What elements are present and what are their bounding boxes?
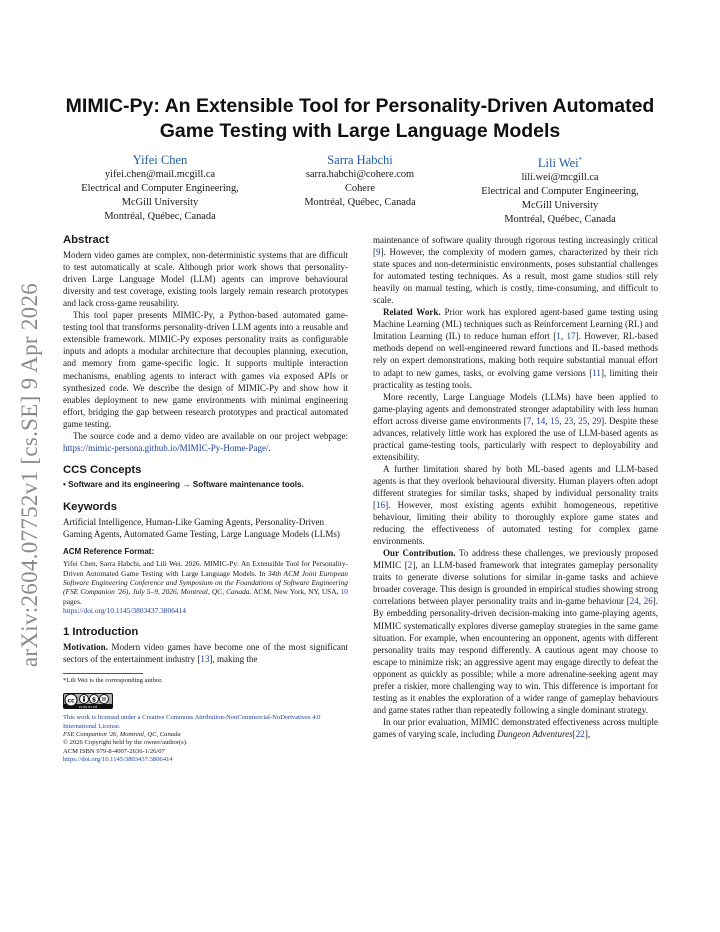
author-name[interactable]: Sarra Habchi xyxy=(327,153,393,167)
run-in-heading: Motivation. xyxy=(63,641,108,652)
body-paragraph xyxy=(373,463,658,547)
author-affiliation: Electrical and Computer Engineering, xyxy=(481,186,639,198)
related-work-paragraph xyxy=(373,306,658,390)
keywords-text: Artificial Intelligence, Human-Like Gaming Agents, Personality-Driven Gaming Agents, Automated Game Testing, Large Language Models (LLMs) xyxy=(63,516,340,540)
author-email: sarra.habchi@cohere.com xyxy=(305,169,415,180)
body-text: [ xyxy=(572,728,576,739)
footnote-rule xyxy=(63,673,143,674)
body-text: ], limiting their practicality as testing tools. xyxy=(373,367,658,390)
citation-link[interactable]: 16 xyxy=(376,500,386,511)
author-location: Montréal, Québec, Canada xyxy=(104,211,216,222)
acm-reference-venue: 34th ACM Joint European Software Engineering Conference and Symposium on the Foundations of Software Engineering (FSE Companion '26), July 5–9, 2026, Montreal, QC, Canada. xyxy=(63,568,348,597)
abstract-paragraph: This tool paper presents MIMIC-Py, a Python-based automated game-testing tool that transforms personality-driven LLM agents into a reusable and extensible framework. MIMIC-Py exposes personality traits as configurable inputs and adopts a modular architecture that decouples planning, execution, and memory from game-specific logic. It supports multiple interaction mechanisms, enabling agents to interact with games via exposed APIs or synthesized code. We describe the design of MIMIC-Py and show how it enables deployment to new game environments with minimal engineering effort, bridging the gap between research prototypes and practical automated game testing. xyxy=(63,310,348,429)
ccs-concepts: • Software and its engineering → Software maintenance tools. xyxy=(63,479,304,489)
citation-link[interactable]: 26 xyxy=(643,596,653,607)
body-text: ]. However, RL-based methods depend on well-engineered reward functions and IL-based methods rely on expert demonstrations, making both require substantial manual effort to adapt to new games, tasks, or evolving game versions [ xyxy=(373,331,658,378)
intro-paragraph xyxy=(63,641,348,665)
abstract-heading: Abstract xyxy=(63,234,109,246)
isbn: ACM ISBN 979-8-4007-2636-1/26/07 xyxy=(63,747,165,755)
svg-text:$: $ xyxy=(91,696,97,704)
author-3 xyxy=(460,152,660,227)
author-1 xyxy=(60,152,260,224)
copyright: © 2026 Copyright held by the owner/author(s). xyxy=(63,739,188,747)
author-affiliation: McGill University xyxy=(521,200,599,212)
acm-reference-text: Yifei Chen, Sarra Habchi, and Lili Wei. 2026. MIMIC-Py: An Extensible Tool for Personality-Driven Automated Game Testing with Large Language Models. In xyxy=(63,559,348,578)
author-affiliation: Electrical and Computer Engineering, xyxy=(81,183,239,194)
body-text: ], an LLM-based framework that integrates gameplay personality traits to generate diverse solutions for similar in-game tasks and achieve broader coverage. This design is grounded in empirical studies showing strong correlations between player personality traits and in-game behaviour [ xyxy=(373,560,658,607)
body-text: A further limitation shared by both ML-based agents and LLM-based agents is that they overlook behavioural diversity. Human players often adopt different strategies for similar tasks, shaped by individual personality traits [ xyxy=(373,463,658,511)
acm-reference-text: pages. xyxy=(63,596,82,606)
ccs-heading: CCS Concepts xyxy=(63,463,142,476)
keywords-heading: Keywords xyxy=(63,500,117,513)
title-line-2: Game Testing with Large Language Models xyxy=(159,120,561,142)
author-affiliation: McGill University xyxy=(121,197,199,208)
author-name-wrap[interactable] xyxy=(460,152,660,171)
abstract-paragraph: Modern video games are complex, non-deterministic systems that are difficult to test automatically at scale. Although prior work shows that personality-driven Large Language Model (LLM) agents can improve behavioural diversity and test coverage, existing tools largely remain research prototypes and lack cross-game reusability. xyxy=(63,250,348,309)
body-text: More recently, Large Language Models (LLMs) have been applied to game-playing agents and demonstrated stronger adaptability with less human effort across diverse game environments [ xyxy=(373,391,658,426)
citation-link[interactable]: 9 xyxy=(376,247,381,258)
body-text: Prior work has explored agent-based game testing using Machine Learning (ML) techniques such as Reinforcement Learning (RL) and Imitation Learning (IL) to reduce human effort [ xyxy=(373,307,659,342)
author-name[interactable]: Lili Wei xyxy=(537,156,579,171)
abstract-paragraph xyxy=(63,430,348,454)
citation-link[interactable]: 13 xyxy=(200,653,210,664)
body-text: To address these challenges, we previously proposed MIMIC [ xyxy=(373,548,658,571)
section-heading-introduction: 1 Introduction xyxy=(63,625,139,638)
corresponding-mark: * xyxy=(578,156,583,164)
body-text: maintenance of software quality through rigorous testing increasingly critical [ xyxy=(373,235,658,258)
author-location: Montréal, Québec, Canada xyxy=(504,214,616,226)
citation-link[interactable]: 2 xyxy=(407,560,413,571)
license-text xyxy=(63,714,348,731)
citation-link[interactable]: 11 xyxy=(592,367,601,378)
citation-link[interactable]: 24 xyxy=(629,596,639,607)
run-in-heading: Related Work. xyxy=(383,307,441,318)
citation-link[interactable]: 15 xyxy=(550,415,560,426)
author-email: yifei.chen@mail.mcgill.ca xyxy=(104,169,216,180)
title-line-1: MIMIC-Py: An Extensible Tool for Personality-Driven Automated xyxy=(65,95,655,117)
arxiv-stamp: arXiv:2604.07752v1 [cs.SE] 9 Apr 2026 xyxy=(17,282,42,668)
acm-reference xyxy=(63,559,348,615)
body-text: In our prior evaluation, MIMIC demonstrated effectiveness across multiple games of varying scale, including xyxy=(373,716,658,739)
citation-link[interactable]: 25 xyxy=(578,415,588,426)
acm-doi-link[interactable]: https://doi.org/10.1145/3803437.3806414 xyxy=(63,606,186,616)
abstract-text: . xyxy=(268,442,271,453)
project-webpage-link[interactable]: https://mimic-persona.github.io/MIMIC-Py-Home-Page/ xyxy=(63,442,269,453)
author-2 xyxy=(260,152,460,210)
citation-link[interactable]: 17 xyxy=(566,331,576,342)
citation-link[interactable]: 22 xyxy=(575,728,585,739)
body-paragraph xyxy=(373,716,658,740)
body-text: ]. Despite these advances, relatively little work has explored the use of LLM-based agents as practical game-testing tools, particularly with respect to deployability and extensibility. xyxy=(373,415,658,462)
game-title: Dungeon Adventures xyxy=(497,728,573,739)
author-affiliation: Cohere xyxy=(344,183,375,194)
paper-title xyxy=(60,94,660,144)
license-link[interactable]: This work is licensed under a Creative Commons Attribution-NonCommercial-NoDerivatives 4.0 International License. xyxy=(63,714,321,730)
body-text: ]. By embedding personality-driven decision-making into game-playing agents, MIMIC systematically explores diverse gameplay strategies in the same game situation. For example, when encountering an opponent, agents with different personality traits may respond differently. A cautious agent may choose to escape to minimize risk; an aggressive agent may engage directly to defeat the opponent as quickly as possible; while a more adrenaline-seeking agent may prefer a riskier, more challenging way to win. This difference is important for testing as it enables the exploration of a wider range of gameplay behaviours and game states rather than repeatedly following a single dominant strategy. xyxy=(373,596,658,715)
svg-text:cc by nc nd: cc by nc nd xyxy=(78,705,98,710)
author-email: lili.wei@mcgill.ca xyxy=(521,172,599,184)
acm-reference-heading: ACM Reference Format: xyxy=(63,547,155,557)
body-text: ]. However, most existing agents exhibit homogeneous, repetitive behaviour, limiting their ability to thoroughly explore game states and reducing the effectiveness of automated testing for complex game environments. xyxy=(373,500,658,547)
run-in-heading: Our Contribution. xyxy=(383,548,456,559)
intro-text: ], making the xyxy=(209,653,258,664)
body-text: , xyxy=(560,331,567,342)
contribution-paragraph: Our Contribution. To address these challenges, we previously proposed MIMIC [2], an LLM-based framework that integrates gameplay personality traits to generate diverse solutions for similar in-game tasks and achieve broader coverage. This design is grounded in empirical studies showing strong correlations between player personality traits and in-game behaviour [24, 26]. By embedding personality-driven decision-making into game-playing agents, MIMIC systematically explores diverse gameplay strategies in the same game situation. For example, when encountering an opponent, agents with different personality traits may respond differently. A cautious agent may choose to escape to minimize risk; an aggressive agent may engage directly to defeat the opponent as quickly as possible; while a more adrenaline-seeking agent may prefer a riskier, more challenging way to win. This difference is important for testing as it enables the exploration of a wider range of gameplay behaviours and game states rather than repeatedly following a single dominant strategy. xyxy=(373,548,658,715)
cc-license-icon[interactable] xyxy=(63,693,113,712)
abstract-text: The source code and a demo video are available on our project webpage: xyxy=(73,430,348,441)
citation-link[interactable]: 1 xyxy=(556,331,561,342)
footnote: *Lili Wei is the corresponding author. xyxy=(63,676,163,684)
acm-reference-text: ACM, New York, NY, USA, xyxy=(251,587,341,597)
svg-text:cc: cc xyxy=(67,697,75,705)
citation-link[interactable]: 29 xyxy=(592,415,602,426)
page-count-link[interactable]: 10 xyxy=(340,587,348,597)
license-doi-link[interactable]: https://doi.org/10.1145/3803437.3806414 xyxy=(63,756,173,764)
citation-link[interactable]: 14 xyxy=(536,415,546,426)
left-column xyxy=(63,234,348,765)
body-text: ], xyxy=(584,728,591,739)
license-venue: FSE Companion '26, Montreal, QC, Canada xyxy=(63,730,181,738)
citation-link[interactable]: 23 xyxy=(564,415,574,426)
author-name[interactable]: Yifei Chen xyxy=(132,153,188,167)
citation-link[interactable]: 7 xyxy=(526,415,532,426)
body-text: ]. However, the complexity of modern games, characterized by their rich state spaces and non-deterministic environments, poses substantial challenges for automated testing techniques. As a result, most game studios still rely heavily on manual testing, which is costly, time-consuming, and difficult to scale. xyxy=(373,247,658,306)
body-paragraph: More recently, Large Language Models (LLMs) have been applied to game-playing agents and demonstrated stronger adaptability with less human effort across diverse game environments [7, 14, 15, 23, 25, 29]. Despite these advances, relatively little work has explored the use of LLM-based agents as practical game-testing tools, particularly with respect to deployability and extensibility. xyxy=(373,391,658,462)
author-location: Montréal, Québec, Canada xyxy=(304,197,416,208)
right-column xyxy=(373,234,658,740)
intro-text: Modern video games have become one of the most significant sectors of the entertainment industry [ xyxy=(63,641,348,664)
body-paragraph xyxy=(373,234,658,306)
